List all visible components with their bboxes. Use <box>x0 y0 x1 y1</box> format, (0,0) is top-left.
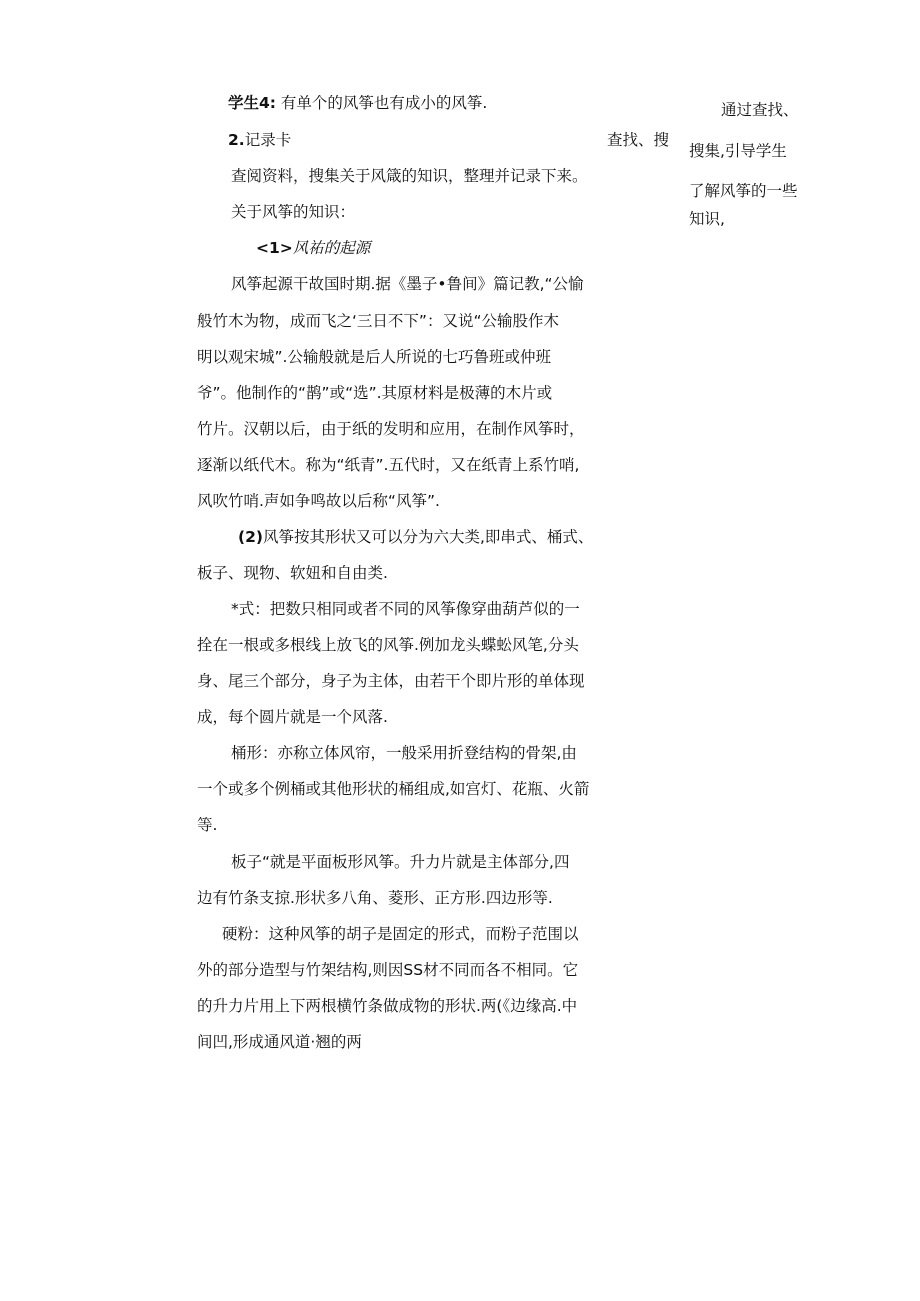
chuan-line: *式：把数只相同或者不同的风筝像穿曲葫芦似的一 <box>231 600 580 618</box>
types-number: (2) <box>238 528 263 546</box>
student4-text: 有单个的风筝也有成小的风筝. <box>280 94 488 112</box>
activity-text: 查找、搜 <box>607 131 670 149</box>
banzi-line: 板子“就是平面板形风筝。升力片就是主体部分,四 <box>231 853 570 871</box>
yingfen-line: 硬粉：这种风筝的胡子是固定的形式，而粉子范围以 <box>222 925 579 943</box>
yingfen-line: 的升力片用上下两根横竹条做成物的形状.两(《边缘高.中 <box>197 997 578 1015</box>
chuan-line: 身、尾三个部分，身子为主体，由若干个即片形的单体现 <box>197 672 585 690</box>
origin-line: 风吹竹哨.声如争鸣故以后称“风筝”. <box>197 492 440 510</box>
record-card-number: 2. <box>228 131 245 149</box>
tong-line: 一个或多个例桶或其他形状的桶组成,如宫灯、花瓶、火箭 <box>197 780 590 798</box>
origin-line: 逐渐以纸代木。称为“纸青”.五代时，又在纸青上系竹哨, <box>197 456 580 474</box>
origin-heading <box>256 241 370 257</box>
banzi-line: 边有竹条支掠.形状多八角、菱形、正方形.四边形等. <box>197 889 553 907</box>
chuan-line: 拴在一根或多根线上放飞的风筝.例加龙头蝶蚣风笔,分头 <box>197 636 579 654</box>
origin-line: 明以观宋城”.公输般就是后人所说的七巧鲁班或仲班 <box>197 348 551 366</box>
intent-line: 搜集,引导学生 <box>689 142 787 160</box>
about-heading: 关于风筝的知识： <box>231 203 356 221</box>
yingfen-line: 间凹,形成通风道·翘的两 <box>197 1033 362 1051</box>
student4-line <box>228 96 487 112</box>
origin-line: 般竹木为物，成而飞之‘三日不下”：又说“公输股作木 <box>197 312 559 330</box>
origin-line: 爷”。他制作的“鹊”或“选”.其原材料是极薄的木片或 <box>197 384 553 402</box>
types-text: 风筝按其形状又可以分为六大类,即串式、桶式、 <box>262 528 594 546</box>
types-line: 板子、现物、软妞和自由类. <box>197 564 388 582</box>
types-line <box>238 530 593 546</box>
origin-line: 风筝起源干故国时期.据《墨子•鲁间》篇记教,“公愉 <box>231 275 584 293</box>
intent-line: 了解风筝的一些 <box>689 182 798 200</box>
intent-line: 通过查找、 <box>721 101 799 119</box>
record-card-heading <box>228 133 291 149</box>
record-card-label: 记录卡 <box>244 131 292 149</box>
chuan-line: 成，每个圆片就是一个风落. <box>197 708 388 726</box>
origin-line: 竹片。汉朝以后，由于纸的发明和应用，在制作风筝时， <box>197 420 585 438</box>
tong-line: 桶形：亦称立体风帘，一般采用折登结构的骨架,由 <box>231 744 577 762</box>
intent-line: 知识, <box>689 210 725 228</box>
origin-heading-text: 风祐的起源 <box>292 239 371 257</box>
origin-heading-number: <1> <box>256 239 293 257</box>
student4-label: 学生4: <box>228 94 276 112</box>
tong-line: 等. <box>197 816 218 834</box>
yingfen-line: 外的部分造型与竹架结构,则因SS材不同而各不相同。它 <box>197 961 579 979</box>
intro-text: 查阅资料，搜集关于风箴的知识，整理并记录下来。 <box>231 167 588 185</box>
